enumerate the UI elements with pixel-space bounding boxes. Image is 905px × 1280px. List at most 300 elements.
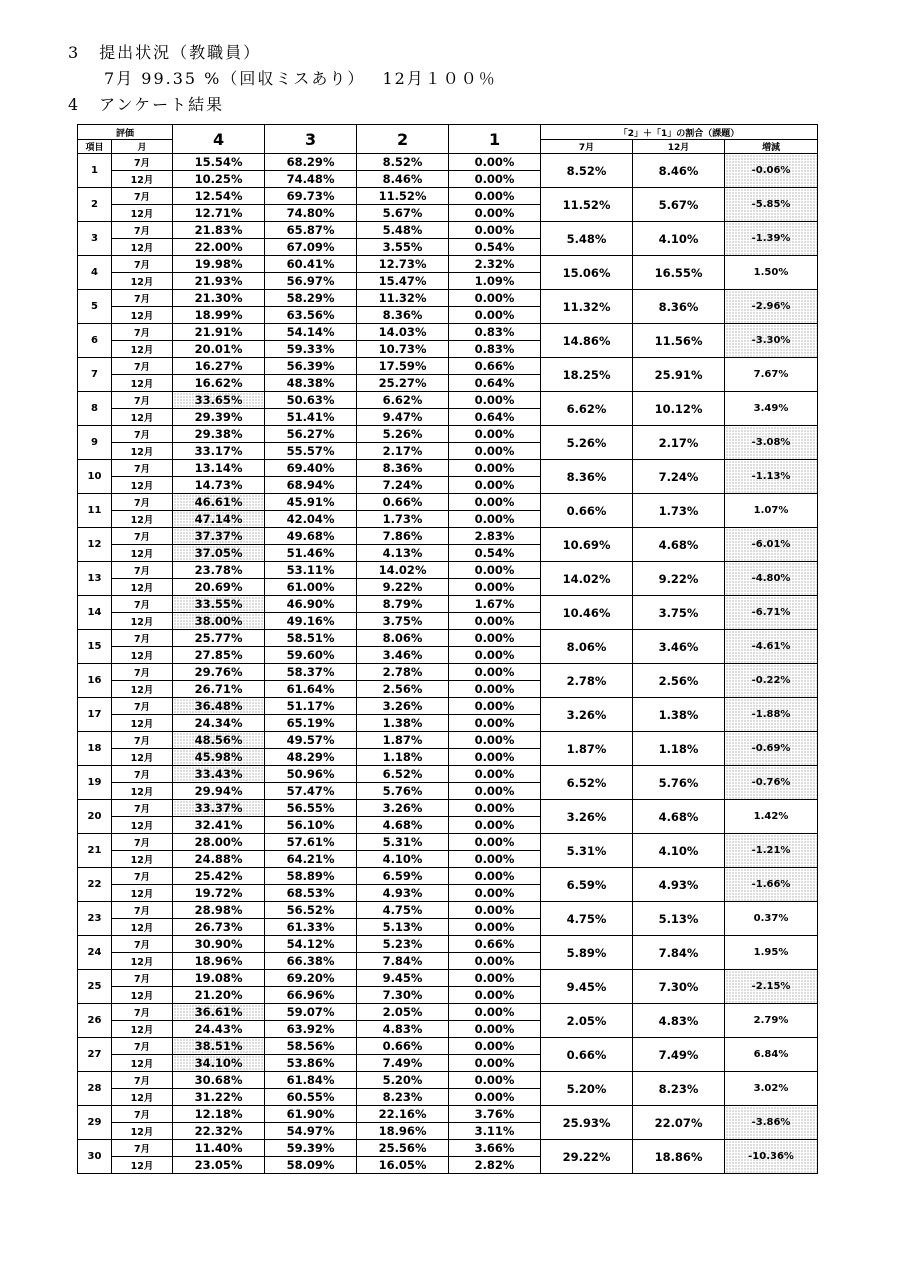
value-cell: 46.90% (265, 596, 357, 613)
value-cell: 19.98% (173, 256, 265, 273)
item-number: 20 (78, 800, 112, 834)
value-cell: 0.00% (449, 511, 541, 528)
ratio-dec-cell: 18.86% (633, 1140, 725, 1174)
item-number: 28 (78, 1072, 112, 1106)
value-cell: 0.00% (449, 664, 541, 681)
ratio-jul-cell: 11.52% (541, 188, 633, 222)
value-cell: 10.25% (173, 171, 265, 188)
table-row (78, 1004, 818, 1021)
value-cell: 58.89% (265, 868, 357, 885)
value-cell: 0.64% (449, 409, 541, 426)
ratio-jul-cell: 10.46% (541, 596, 633, 630)
value-cell: 11.52% (357, 188, 449, 205)
ratio-dec-cell: 7.30% (633, 970, 725, 1004)
value-cell: 38.00% (173, 613, 265, 630)
ratio-dec-header: 12月 (633, 140, 725, 154)
value-cell: 2.56% (357, 681, 449, 698)
value-cell: 4.75% (357, 902, 449, 919)
value-cell: 22.32% (173, 1123, 265, 1140)
table-row (78, 494, 818, 511)
value-cell: 51.46% (265, 545, 357, 562)
month-label: 7月 (112, 222, 173, 239)
month-label: 7月 (112, 1106, 173, 1123)
value-cell: 63.92% (265, 1021, 357, 1038)
change-cell: -1.88% (725, 698, 818, 732)
item-number: 26 (78, 1004, 112, 1038)
rating-header: 評価 (78, 125, 173, 140)
value-cell: 0.00% (449, 1089, 541, 1106)
value-cell: 0.00% (449, 1004, 541, 1021)
value-cell: 0.54% (449, 239, 541, 256)
table-row (78, 392, 818, 409)
value-cell: 0.00% (449, 800, 541, 817)
value-cell: 0.00% (449, 885, 541, 902)
value-cell: 0.66% (357, 1038, 449, 1055)
value-cell: 5.23% (357, 936, 449, 953)
change-cell: -2.15% (725, 970, 818, 1004)
value-cell: 0.00% (449, 647, 541, 664)
value-cell: 74.80% (265, 205, 357, 222)
value-cell: 67.09% (265, 239, 357, 256)
month-label: 7月 (112, 766, 173, 783)
value-cell: 2.05% (357, 1004, 449, 1021)
value-cell: 36.48% (173, 698, 265, 715)
ratio-jul-cell: 25.93% (541, 1106, 633, 1140)
value-cell: 61.90% (265, 1106, 357, 1123)
value-cell: 5.20% (357, 1072, 449, 1089)
change-cell: 3.49% (725, 392, 818, 426)
col-header-3: 3 (265, 125, 357, 154)
ratio-dec-cell: 1.73% (633, 494, 725, 528)
month-label: 12月 (112, 239, 173, 256)
value-cell: 0.00% (449, 154, 541, 171)
month-label: 12月 (112, 613, 173, 630)
change-cell: 6.84% (725, 1038, 818, 1072)
table-row (78, 800, 818, 817)
value-cell: 33.37% (173, 800, 265, 817)
value-cell: 8.52% (357, 154, 449, 171)
month-label: 7月 (112, 596, 173, 613)
table-row (78, 256, 818, 273)
table-row (78, 222, 818, 239)
section3-heading (68, 40, 261, 63)
value-cell: 21.93% (173, 273, 265, 290)
value-cell: 6.62% (357, 392, 449, 409)
month-label: 7月 (112, 732, 173, 749)
ratio-jul-cell: 0.66% (541, 1038, 633, 1072)
item-number: 27 (78, 1038, 112, 1072)
value-cell: 50.63% (265, 392, 357, 409)
value-cell: 20.01% (173, 341, 265, 358)
month-label: 12月 (112, 375, 173, 392)
value-cell: 66.96% (265, 987, 357, 1004)
value-cell: 29.38% (173, 426, 265, 443)
value-cell: 5.26% (357, 426, 449, 443)
ratio-dec-cell: 1.38% (633, 698, 725, 732)
value-cell: 4.13% (357, 545, 449, 562)
value-cell: 57.61% (265, 834, 357, 851)
value-cell: 23.05% (173, 1157, 265, 1174)
value-cell: 10.73% (357, 341, 449, 358)
ratio-dec-cell: 3.46% (633, 630, 725, 664)
month-label: 12月 (112, 715, 173, 732)
value-cell: 53.11% (265, 562, 357, 579)
month-label: 12月 (112, 749, 173, 766)
month-label: 12月 (112, 545, 173, 562)
value-cell: 0.00% (449, 970, 541, 987)
ratio-jul-cell: 8.52% (541, 154, 633, 188)
ratio-dec-cell: 9.22% (633, 562, 725, 596)
ratio-jul-cell: 5.48% (541, 222, 633, 256)
value-cell: 32.41% (173, 817, 265, 834)
value-cell: 15.47% (357, 273, 449, 290)
ratio-jul-cell: 10.69% (541, 528, 633, 562)
change-cell: -5.85% (725, 188, 818, 222)
month-label: 12月 (112, 1089, 173, 1106)
value-cell: 26.73% (173, 919, 265, 936)
value-cell: 0.00% (449, 902, 541, 919)
value-cell: 28.98% (173, 902, 265, 919)
section3-status: 7月 99.35 %（回収ミスあり） 12月１００％ (104, 69, 497, 88)
value-cell: 5.31% (357, 834, 449, 851)
value-cell: 68.53% (265, 885, 357, 902)
table-row (78, 698, 818, 715)
value-cell: 45.91% (265, 494, 357, 511)
value-cell: 8.46% (357, 171, 449, 188)
value-cell: 6.52% (357, 766, 449, 783)
value-cell: 0.00% (449, 834, 541, 851)
ratio-header: 「2」＋「1」の割合（課題） (541, 125, 818, 140)
change-cell: -3.86% (725, 1106, 818, 1140)
ratio-jul-cell: 9.45% (541, 970, 633, 1004)
ratio-dec-cell: 8.46% (633, 154, 725, 188)
ratio-jul-cell: 6.62% (541, 392, 633, 426)
value-cell: 38.51% (173, 1038, 265, 1055)
header-row-top (78, 125, 818, 140)
value-cell: 3.75% (357, 613, 449, 630)
value-cell: 24.34% (173, 715, 265, 732)
month-label: 7月 (112, 902, 173, 919)
change-cell: 1.50% (725, 256, 818, 290)
value-cell: 0.00% (449, 613, 541, 630)
value-cell: 5.67% (357, 205, 449, 222)
value-cell: 1.09% (449, 273, 541, 290)
table-row (78, 834, 818, 851)
month-label: 7月 (112, 630, 173, 647)
value-cell: 51.41% (265, 409, 357, 426)
value-cell: 0.00% (449, 953, 541, 970)
month-label: 12月 (112, 409, 173, 426)
ratio-dec-cell: 4.68% (633, 528, 725, 562)
value-cell: 56.97% (265, 273, 357, 290)
value-cell: 0.00% (449, 749, 541, 766)
month-header: 月 (112, 140, 173, 154)
change-cell: -2.96% (725, 290, 818, 324)
ratio-jul-cell: 15.06% (541, 256, 633, 290)
value-cell: 0.00% (449, 1021, 541, 1038)
item-number: 6 (78, 324, 112, 358)
value-cell: 68.94% (265, 477, 357, 494)
ratio-dec-cell: 7.49% (633, 1038, 725, 1072)
ratio-dec-cell: 2.17% (633, 426, 725, 460)
value-cell: 0.00% (449, 630, 541, 647)
month-label: 12月 (112, 681, 173, 698)
value-cell: 56.55% (265, 800, 357, 817)
value-cell: 15.54% (173, 154, 265, 171)
value-cell: 58.29% (265, 290, 357, 307)
value-cell: 69.20% (265, 970, 357, 987)
ratio-jul-cell: 2.05% (541, 1004, 633, 1038)
ratio-jul-cell: 5.26% (541, 426, 633, 460)
item-number: 2 (78, 188, 112, 222)
value-cell: 4.93% (357, 885, 449, 902)
table-row (78, 596, 818, 613)
month-label: 12月 (112, 817, 173, 834)
value-cell: 0.00% (449, 1038, 541, 1055)
table-row (78, 1106, 818, 1123)
value-cell: 14.03% (357, 324, 449, 341)
value-cell: 60.55% (265, 1089, 357, 1106)
value-cell: 0.54% (449, 545, 541, 562)
item-number: 15 (78, 630, 112, 664)
item-number: 19 (78, 766, 112, 800)
value-cell: 0.00% (449, 766, 541, 783)
value-cell: 0.00% (449, 987, 541, 1004)
value-cell: 0.00% (449, 919, 541, 936)
value-cell: 23.78% (173, 562, 265, 579)
value-cell: 3.11% (449, 1123, 541, 1140)
value-cell: 49.68% (265, 528, 357, 545)
value-cell: 18.96% (357, 1123, 449, 1140)
section3-number: 3 (68, 43, 81, 62)
value-cell: 0.00% (449, 851, 541, 868)
ratio-dec-cell: 4.10% (633, 222, 725, 256)
value-cell: 0.00% (449, 562, 541, 579)
item-number: 13 (78, 562, 112, 596)
value-cell: 11.32% (357, 290, 449, 307)
value-cell: 0.00% (449, 494, 541, 511)
ratio-dec-cell: 2.56% (633, 664, 725, 698)
value-cell: 7.84% (357, 953, 449, 970)
value-cell: 69.40% (265, 460, 357, 477)
month-label: 7月 (112, 290, 173, 307)
value-cell: 6.59% (357, 868, 449, 885)
value-cell: 29.76% (173, 664, 265, 681)
value-cell: 0.00% (449, 579, 541, 596)
value-cell: 58.37% (265, 664, 357, 681)
value-cell: 21.91% (173, 324, 265, 341)
value-cell: 58.09% (265, 1157, 357, 1174)
col-header-4: 4 (173, 125, 265, 154)
change-cell: -0.76% (725, 766, 818, 800)
table-row (78, 868, 818, 885)
col-header-2: 2 (357, 125, 449, 154)
value-cell: 4.10% (357, 851, 449, 868)
value-cell: 0.00% (449, 1072, 541, 1089)
ratio-dec-cell: 4.10% (633, 834, 725, 868)
table-row (78, 290, 818, 307)
value-cell: 0.00% (449, 290, 541, 307)
ratio-dec-cell: 4.83% (633, 1004, 725, 1038)
ratio-dec-cell: 1.18% (633, 732, 725, 766)
value-cell: 31.22% (173, 1089, 265, 1106)
change-cell: -1.39% (725, 222, 818, 256)
value-cell: 0.00% (449, 817, 541, 834)
item-number: 14 (78, 596, 112, 630)
ratio-jul-cell: 3.26% (541, 800, 633, 834)
value-cell: 12.71% (173, 205, 265, 222)
value-cell: 2.83% (449, 528, 541, 545)
value-cell: 0.83% (449, 324, 541, 341)
table-row (78, 528, 818, 545)
item-number: 12 (78, 528, 112, 562)
value-cell: 49.16% (265, 613, 357, 630)
table-row (78, 188, 818, 205)
value-cell: 16.62% (173, 375, 265, 392)
value-cell: 22.16% (357, 1106, 449, 1123)
month-label: 12月 (112, 851, 173, 868)
value-cell: 1.67% (449, 596, 541, 613)
month-label: 7月 (112, 562, 173, 579)
item-number: 24 (78, 936, 112, 970)
value-cell: 16.05% (357, 1157, 449, 1174)
value-cell: 0.83% (449, 341, 541, 358)
month-label: 7月 (112, 664, 173, 681)
table-row (78, 426, 818, 443)
month-label: 7月 (112, 970, 173, 987)
value-cell: 37.05% (173, 545, 265, 562)
item-number: 16 (78, 664, 112, 698)
value-cell: 28.00% (173, 834, 265, 851)
ratio-jul-cell: 6.52% (541, 766, 633, 800)
ratio-dec-cell: 8.36% (633, 290, 725, 324)
value-cell: 3.66% (449, 1140, 541, 1157)
value-cell: 0.66% (357, 494, 449, 511)
value-cell: 65.87% (265, 222, 357, 239)
value-cell: 24.88% (173, 851, 265, 868)
table-row (78, 664, 818, 681)
value-cell: 2.17% (357, 443, 449, 460)
value-cell: 0.00% (449, 477, 541, 494)
value-cell: 48.29% (265, 749, 357, 766)
month-label: 12月 (112, 1123, 173, 1140)
change-cell: 3.02% (725, 1072, 818, 1106)
value-cell: 1.87% (357, 732, 449, 749)
value-cell: 3.55% (357, 239, 449, 256)
value-cell: 64.21% (265, 851, 357, 868)
value-cell: 29.39% (173, 409, 265, 426)
month-label: 12月 (112, 885, 173, 902)
value-cell: 1.38% (357, 715, 449, 732)
month-label: 12月 (112, 477, 173, 494)
value-cell: 18.99% (173, 307, 265, 324)
table-row (78, 460, 818, 477)
table-row (78, 1072, 818, 1089)
change-cell: -4.80% (725, 562, 818, 596)
month-label: 12月 (112, 953, 173, 970)
ratio-jul-cell: 5.20% (541, 1072, 633, 1106)
item-number: 1 (78, 154, 112, 188)
month-label: 7月 (112, 256, 173, 273)
value-cell: 8.06% (357, 630, 449, 647)
value-cell: 0.00% (449, 443, 541, 460)
month-label: 12月 (112, 1021, 173, 1038)
change-cell: -6.01% (725, 528, 818, 562)
ratio-dec-cell: 7.24% (633, 460, 725, 494)
value-cell: 1.73% (357, 511, 449, 528)
section4-heading (68, 92, 224, 115)
table-row (78, 630, 818, 647)
month-label: 12月 (112, 205, 173, 222)
table-row (78, 358, 818, 375)
month-label: 12月 (112, 511, 173, 528)
value-cell: 21.30% (173, 290, 265, 307)
month-label: 12月 (112, 579, 173, 596)
item-number: 8 (78, 392, 112, 426)
month-label: 7月 (112, 1140, 173, 1157)
change-cell: -6.71% (725, 596, 818, 630)
ratio-change-header: 増減 (725, 140, 818, 154)
value-cell: 50.96% (265, 766, 357, 783)
ratio-jul-header: 7月 (541, 140, 633, 154)
month-label: 7月 (112, 1004, 173, 1021)
ratio-dec-cell: 22.07% (633, 1106, 725, 1140)
value-cell: 68.29% (265, 154, 357, 171)
value-cell: 12.54% (173, 188, 265, 205)
ratio-jul-cell: 14.86% (541, 324, 633, 358)
item-number: 3 (78, 222, 112, 256)
ratio-dec-cell: 11.56% (633, 324, 725, 358)
item-number: 29 (78, 1106, 112, 1140)
month-label: 12月 (112, 273, 173, 290)
month-label: 12月 (112, 171, 173, 188)
value-cell: 19.08% (173, 970, 265, 987)
value-cell: 0.00% (449, 698, 541, 715)
item-number: 21 (78, 834, 112, 868)
change-cell: -1.66% (725, 868, 818, 902)
change-cell: 1.42% (725, 800, 818, 834)
item-number: 5 (78, 290, 112, 324)
ratio-jul-cell: 8.06% (541, 630, 633, 664)
ratio-dec-cell: 16.55% (633, 256, 725, 290)
change-cell: 0.37% (725, 902, 818, 936)
month-label: 7月 (112, 868, 173, 885)
change-cell: 7.67% (725, 358, 818, 392)
month-label: 12月 (112, 987, 173, 1004)
value-cell: 0.66% (449, 358, 541, 375)
ratio-jul-cell: 2.78% (541, 664, 633, 698)
value-cell: 0.00% (449, 868, 541, 885)
ratio-dec-cell: 25.91% (633, 358, 725, 392)
item-number: 7 (78, 358, 112, 392)
value-cell: 22.00% (173, 239, 265, 256)
value-cell: 5.76% (357, 783, 449, 800)
table-row (78, 766, 818, 783)
value-cell: 61.00% (265, 579, 357, 596)
ratio-dec-cell: 4.93% (633, 868, 725, 902)
value-cell: 51.17% (265, 698, 357, 715)
value-cell: 2.32% (449, 256, 541, 273)
value-cell: 16.27% (173, 358, 265, 375)
month-label: 12月 (112, 341, 173, 358)
month-label: 7月 (112, 392, 173, 409)
item-number: 22 (78, 868, 112, 902)
item-number: 23 (78, 902, 112, 936)
ratio-dec-cell: 10.12% (633, 392, 725, 426)
value-cell: 21.20% (173, 987, 265, 1004)
change-cell: -3.30% (725, 324, 818, 358)
value-cell: 20.69% (173, 579, 265, 596)
